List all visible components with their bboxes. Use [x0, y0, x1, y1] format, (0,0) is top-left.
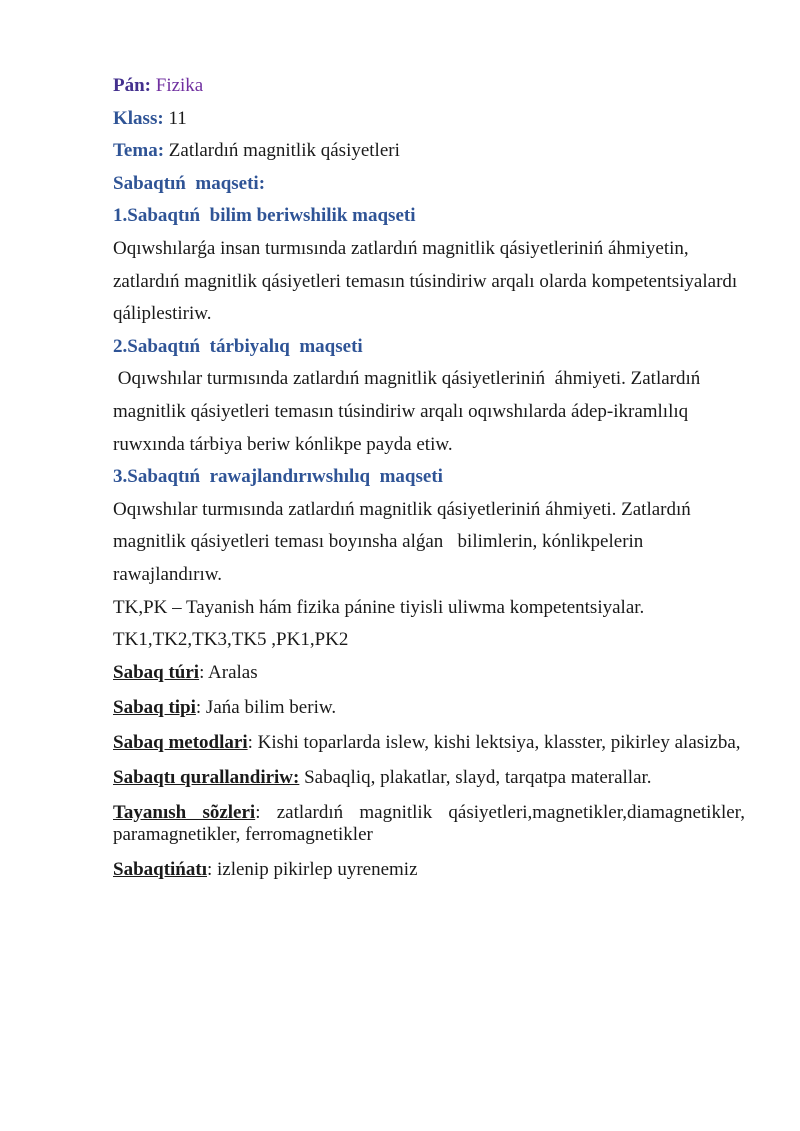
subject-value: Fizika	[155, 75, 204, 96]
equipment-value: Sabaqliq, plakatlar, slayd, tarqatpa materallar.	[299, 766, 652, 788]
goal2-heading: 2.Sabaqtıń tárbiyalıq maqseti	[113, 335, 363, 357]
lesson-kind-label: Sabaq tipi	[113, 696, 196, 718]
goals-heading: Sabaqtıń maqseti:	[113, 172, 266, 194]
goal3-heading: 3.Sabaqtıń rawajlandırıwshılıq maqseti	[113, 466, 443, 488]
lesson-kind-value: : Jańa bilim beriw.	[195, 696, 337, 718]
class-label: Klass:	[113, 107, 164, 129]
subject-line	[113, 70, 745, 103]
keywords-line	[113, 802, 745, 846]
topic-value: Zatlardıń magnitlik qásiyetleri	[168, 140, 400, 162]
motto-line	[113, 859, 745, 881]
lesson-plan-top-section	[113, 70, 745, 657]
lesson-plan-details-section	[113, 662, 745, 881]
class-value: 11	[168, 107, 187, 129]
topic-label: Tema:	[113, 140, 165, 162]
equipment-label: Sabaqtı qurallandiriw:	[113, 766, 300, 788]
methods-label: Sabaq metodlari	[113, 731, 248, 753]
keywords-value: : zatlardıń magnitlik qásiyetleri,magnetikler,diamagnetikler, paramagnetikler, ferromagnetikler	[113, 801, 745, 845]
class-line	[113, 103, 745, 136]
motto-value: : izlenip pikirlep uyrenemiz	[206, 858, 418, 880]
lesson-type-value: : Aralas	[199, 661, 258, 683]
document-content	[113, 70, 745, 881]
topic-line	[113, 135, 745, 168]
lesson-kind-line	[113, 697, 745, 719]
competency-codes-line: TK1,TK2,TK3,TK5 ,PK1,PK2	[113, 629, 349, 651]
subject-label: Pán:	[113, 75, 151, 96]
methods-line	[113, 732, 745, 754]
lesson-type-line	[113, 662, 745, 684]
keywords-label: Tayanısh sõzleri	[113, 801, 256, 823]
goal2-paragraph: Oqıwshılar turmısında zatlardıń magnitlik qásiyetleriniń áhmiyeti. Zatlardıń magnitlik qásiyetleri temasın túsindiriw arqalı oqıwshılarda ádep-ikramlılıq ruwxında tárbiya beriw kónlikpe payda etiw.	[113, 368, 701, 455]
lesson-type-label: Sabaq túri	[113, 661, 200, 683]
goal3-paragraph: Oqıwshılar turmısında zatlardıń magnitlik qásiyetleriniń áhmiyeti. Zatlardıń magnitlik qásiyetleri teması boyınsha alǵan bilimlerin, kónlikpelerin rawajlandırıw.	[113, 498, 691, 585]
equipment-line	[113, 767, 745, 789]
goal1-heading: 1.Sabaqtıń bilim beriwshilik maqseti	[113, 205, 416, 227]
motto-label: Sabaqtińatı	[113, 858, 207, 880]
competencies-line: TK,PK – Tayanish hám fizika pánine tiyisli uliwma kompetentsiyalar.	[113, 596, 645, 618]
methods-value: : Kishi toparlarda islew, kishi lektsiya, klasster, pikirley alasizba,	[247, 731, 741, 753]
goal1-paragraph: Oqıwshılarǵa insan turmısında zatlardıń magnitlik qásiyetleriniń áhmiyetin, zatlardıń magnitlik qásiyetleri temasın túsindiriw arqalı olarda kompetentsiyalardı qáliplestiriw.	[113, 237, 738, 325]
